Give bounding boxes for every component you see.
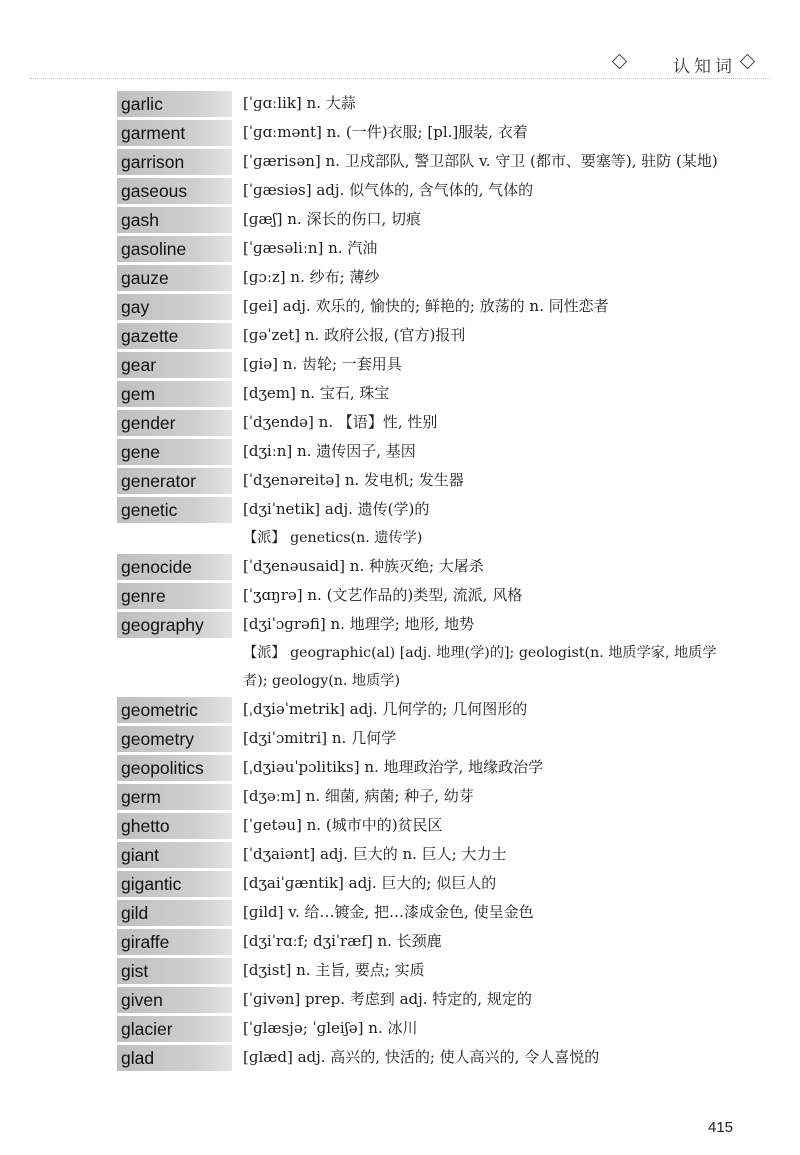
definition: [dʒəːm] n. 细菌, 病菌; 种子, 幼芽 (243, 787, 474, 805)
headword: gene (117, 439, 232, 465)
entry-row (117, 840, 737, 869)
headword: giraffe (117, 929, 232, 955)
headword: geopolitics (117, 755, 232, 781)
definition: [ɡlæd] adj. 高兴的, 快活的; 使人高兴的, 令人喜悦的 (243, 1048, 600, 1066)
entry-row (117, 176, 737, 205)
entry-row (117, 466, 737, 495)
section-title: 认知词 (671, 52, 738, 77)
entry-row (117, 552, 737, 581)
entry-row (117, 869, 737, 898)
headword: garlic (117, 91, 232, 117)
headword: glad (117, 1045, 232, 1071)
headword: glacier (117, 1016, 232, 1042)
definition: [dʒaiˈɡæntik] adj. 巨大的; 似巨人的 (243, 874, 497, 892)
definition: [ˈɡivən] prep. 考虑到 adj. 特定的, 规定的 (243, 990, 532, 1008)
definition: [ˈdʒaiənt] adj. 巨大的 n. 巨人; 大力士 (243, 845, 507, 863)
definition: [ɡəˈzet] n. 政府公报, (官方)报刊 (243, 326, 466, 344)
headword: gigantic (117, 871, 232, 897)
definition: [ˈɡæsəliːn] n. 汽油 (243, 239, 378, 257)
entry-row (117, 89, 737, 118)
header-rule (30, 78, 770, 79)
headword: giant (117, 842, 232, 868)
headword: garrison (117, 149, 232, 175)
headword: gender (117, 410, 232, 436)
headword: gem (117, 381, 232, 407)
definition: [dʒiˈrɑːf; dʒiˈræf] n. 长颈鹿 (243, 932, 442, 950)
derived-forms: 【派】 genetics(n. 遗传学) (243, 530, 423, 546)
definition: [dʒiːn] n. 遗传因子, 基因 (243, 442, 416, 460)
headword: geometry (117, 726, 232, 752)
definition: [dʒiˈɔmitri] n. 几何学 (243, 729, 397, 747)
definition: [ˌdʒiəˈmetrik] adj. 几何学的; 几何图形的 (243, 700, 528, 718)
entry-row (117, 753, 737, 782)
entry-row (117, 321, 737, 350)
entry-row (117, 118, 737, 147)
entry-row (117, 147, 737, 176)
entry-row (117, 350, 737, 379)
headword: gasoline (117, 236, 232, 262)
entry-row (117, 437, 737, 466)
definition: [ˈɡærisən] n. 卫戍部队, 警卫部队 v. 守卫 (都市、要塞等), 驻防 (某地) (243, 152, 718, 170)
definition: [ˈdʒenəusaid] n. 种族灭绝; 大屠杀 (243, 557, 484, 575)
entry-row (117, 408, 737, 437)
entry-row (117, 263, 737, 292)
headword: gauze (117, 265, 232, 291)
entry-row (117, 581, 737, 610)
entry-row (117, 956, 737, 985)
entry-row (117, 811, 737, 840)
definition: [ˈɡɑːmənt] n. (一件)衣服; [pl.]服装, 衣着 (243, 123, 528, 141)
definition: [ɡæʃ] n. 深长的伤口, 切痕 (243, 210, 421, 228)
headword: garment (117, 120, 232, 146)
entry-row (117, 205, 737, 234)
headword: geometric (117, 697, 232, 723)
definition: [ɡei] adj. 欢乐的, 愉快的; 鲜艳的; 放荡的 n. 同性恋者 (243, 297, 609, 315)
definition: [ɡɔːz] n. 纱布; 薄纱 (243, 268, 380, 286)
page-header (0, 50, 800, 84)
headword: gazette (117, 323, 232, 349)
headword: germ (117, 784, 232, 810)
entry-row (117, 379, 737, 408)
headword: gaseous (117, 178, 232, 204)
entry-row (117, 782, 737, 811)
definition: [dʒist] n. 主旨, 要点; 实质 (243, 961, 425, 979)
definition: [ˈɡɑːlik] n. 大蒜 (243, 94, 356, 112)
entry-row (117, 695, 737, 724)
definition: [dʒiˈnetik] adj. 遗传(学)的 (243, 500, 430, 518)
entry-row (117, 610, 737, 639)
headword: gash (117, 207, 232, 233)
entry-row (117, 724, 737, 753)
headword: genocide (117, 554, 232, 580)
page-number: 415 (708, 1119, 734, 1136)
definition: [ˈʒɑŋrə] n. (文艺作品的)类型, 流派, 风格 (243, 586, 523, 604)
vocabulary-list (117, 89, 737, 1072)
definition: [ɡiə] n. 齿轮; 一套用具 (243, 355, 402, 373)
entry-row (117, 234, 737, 263)
headword: geography (117, 612, 232, 638)
definition: [ˈɡetəu] n. (城市中的)贫民区 (243, 816, 443, 834)
entry-row (117, 1043, 737, 1072)
diamond-ornament-icon (740, 54, 756, 70)
entry-row (117, 898, 737, 927)
entry-row (117, 1014, 737, 1043)
headword: gear (117, 352, 232, 378)
headword: gild (117, 900, 232, 926)
derived-forms: 【派】 geographic(al) [adj. 地理(学)的]; geologist(n. 地质学家, 地质学者); geology(n. 地质学) (243, 645, 717, 689)
definition: [ˌdʒiəuˈpɔlitiks] n. 地理政治学, 地缘政治学 (243, 758, 544, 776)
headword: generator (117, 468, 232, 494)
definition: [ˈdʒenəreitə] n. 发电机; 发生器 (243, 471, 464, 489)
entry-row (117, 985, 737, 1014)
headword: ghetto (117, 813, 232, 839)
definition: [ˈdʒendə] n. 【语】性, 性别 (243, 413, 438, 431)
definition: [dʒiˈɔɡrəfi] n. 地理学; 地形, 地势 (243, 615, 475, 633)
definition: [ˈɡlæsjə; ˈɡleiʃə] n. 冰川 (243, 1019, 418, 1037)
entry-row (117, 495, 737, 524)
definition: [ˈɡæsiəs] adj. 似气体的, 含气体的, 气体的 (243, 181, 534, 199)
headword: genre (117, 583, 232, 609)
headword: given (117, 987, 232, 1013)
entry-row (117, 292, 737, 321)
definition: [dʒem] n. 宝石, 珠宝 (243, 384, 390, 402)
diamond-ornament-icon (612, 54, 628, 70)
entry-row (117, 927, 737, 956)
headword: genetic (117, 497, 232, 523)
definition: [ɡild] v. 给…镀金, 把…漆成金色, 使呈金色 (243, 903, 534, 921)
headword: gay (117, 294, 232, 320)
headword: gist (117, 958, 232, 984)
